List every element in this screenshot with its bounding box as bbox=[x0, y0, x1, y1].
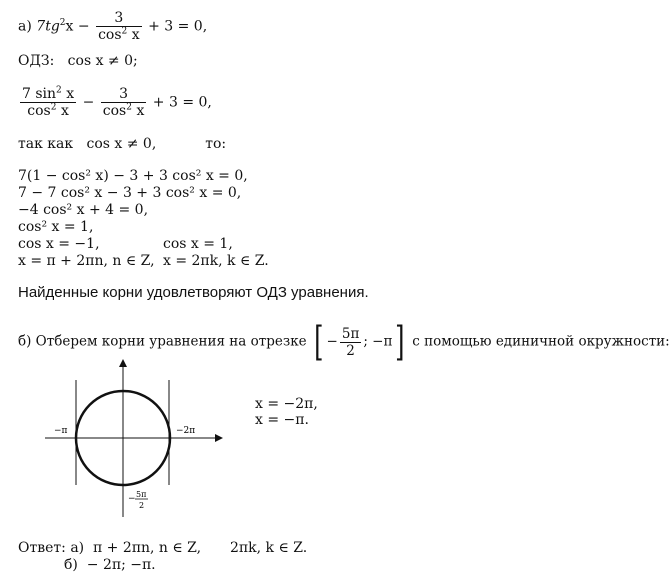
step-4: cos² x = 1, bbox=[18, 219, 94, 235]
part-b-intro: б) Отберем корни уравнения на отрезке [ − $\frac{5\pi}{2}$ ; −π] с помощью единичной окружности: bbox=[18, 319, 670, 365]
fraction: $\frac{5\pi}{2}$ bbox=[341, 325, 360, 359]
since-line: так как cos x ≠ 0, то: bbox=[18, 136, 227, 152]
label-minus-pi: −π bbox=[54, 426, 68, 436]
unit-circle-diagram bbox=[40, 355, 230, 520]
root-1: x = −2π, bbox=[255, 396, 318, 412]
fraction: $\frac{3}{\cos^2 x}$ bbox=[98, 10, 140, 43]
fraction: $\frac{3}{\cos^2 x}$ bbox=[102, 86, 145, 119]
answer-line-b: б) − 2π; −π. bbox=[64, 557, 156, 573]
solution-2: x = 2πk, k ∈ Z. bbox=[163, 253, 269, 269]
part-a-label: а) bbox=[18, 18, 32, 35]
root-2: x = −π. bbox=[255, 412, 309, 428]
fraction: $\frac{7 \sin^2 x}{\cos^2 x}$ bbox=[22, 85, 75, 119]
equation-2: $\frac{7 \sin^2 x}{\cos^2 x}$ − $\frac{3}{\cos^2 x}$ + 3 = 0, bbox=[22, 85, 212, 119]
label-bottom-num: 5π bbox=[136, 490, 147, 499]
step-1: 7(1 − cos² x) − 3 + 3 cos² x = 0, bbox=[18, 168, 248, 184]
equation-1: а) $7tg^2x$ − $\frac{3}{\cos^2 x}$ + 3 = 0, bbox=[18, 10, 208, 43]
solution-1: x = π + 2πn, n ∈ Z, bbox=[18, 253, 155, 269]
label-bottom-den: 2 bbox=[139, 501, 145, 510]
odz-line: ОДЗ: cos x ≠ 0; bbox=[18, 53, 138, 69]
label-minus-2pi: −2π bbox=[176, 426, 196, 436]
answer-line-a: Ответ: а) π + 2πn, n ∈ Z, 2πk, k ∈ Z. bbox=[18, 540, 308, 556]
label-bottom-sign: − bbox=[128, 494, 136, 504]
case-2: cos x = 1, bbox=[163, 236, 233, 252]
conclusion: Найденные корни удовлетворяют ОДЗ уравнения. bbox=[18, 284, 369, 301]
step-3: −4 cos² x + 4 = 0, bbox=[18, 202, 149, 218]
case-1: cos x = −1, bbox=[18, 236, 100, 252]
answer-label: Ответ: bbox=[18, 540, 66, 556]
step-2: 7 − 7 cos² x − 3 + 3 cos² x = 0, bbox=[18, 185, 242, 201]
